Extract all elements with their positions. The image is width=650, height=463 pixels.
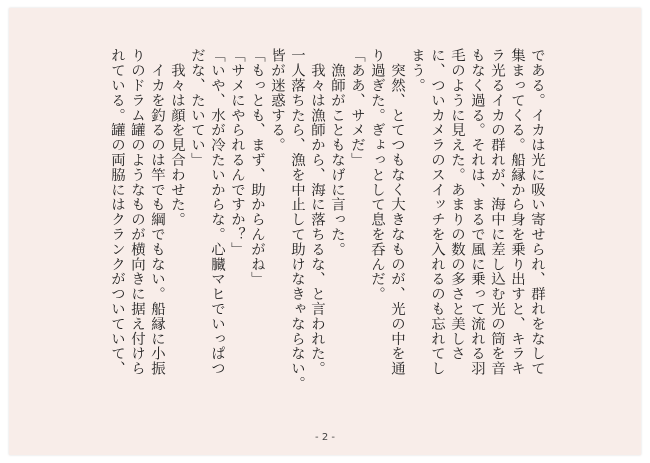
text-line: イカを釣るのは竿でも綱でもない。船縁に小振 [149,48,165,376]
page-number: - 2 - [315,432,335,443]
text-line: り過ぎた。ぎょっとして息を呑んだ。 [369,48,385,302]
text-line: まう。 [409,48,425,93]
text-line: だな、たいてい」 [189,48,205,168]
vertical-text-body [107,48,547,408]
text-line: 一人落ちたら、漁を中止して助けなきゃならない。 [289,48,305,391]
text-line: 「サメにやられるんですか？」 [229,48,245,257]
text-line: である。イカは光に吸い寄せられ、群れをなして [529,48,545,376]
text-line: 「いや、水が冷たいからな。心臓マヒでいっぱつ [209,48,225,376]
text-line: りのドラム罐のようなものが横向きに据え付けら [129,48,145,376]
document-page [9,8,641,455]
text-line: 我々は漁師から、海に落ちるな、と言われた。 [309,48,325,376]
text-line: 突然、とてつもなく大きなものが、光の中を通 [389,48,405,376]
text-line: 「もっとも、まず、助からんがね」 [249,48,265,287]
text-line: 集まってくる。船縁から身を乗り出すと、キラキ [509,48,525,376]
text-line: れている。罐の両脇にはクランクがついていて、 [109,48,125,376]
text-line: に、ついカメラのスイッチを入れるのも忘れてし [429,48,445,376]
text-line: 我々は顔を見合わせた。 [169,48,185,227]
text-line: 漁師がこともなげに言った。 [329,48,345,257]
text-line: 皆が迷惑する。 [269,48,285,153]
text-line: もなく過る。それは、まるで風に乗って流れる羽 [469,48,485,376]
text-line: ラ光るイカの群れが、海中に差し込む光の筒を音 [489,48,505,376]
text-line: 毛のように見えた。あまりの数の多さと美しさ [449,48,465,361]
text-line: 「ああ、サメだ」 [349,48,365,168]
